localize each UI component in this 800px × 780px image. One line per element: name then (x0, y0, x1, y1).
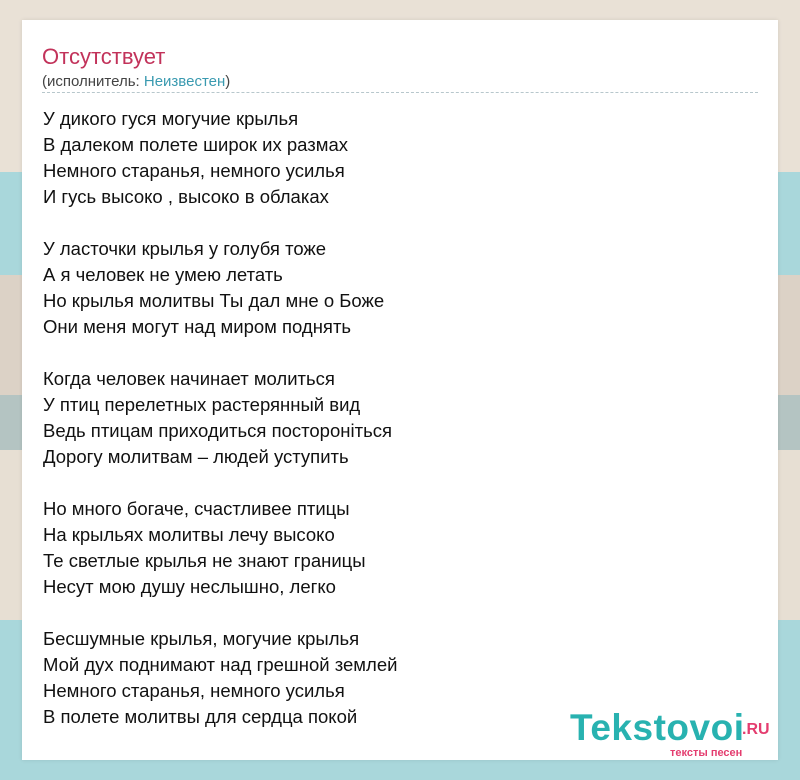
lyrics-stanza (43, 106, 743, 210)
artist-link[interactable]: Неизвестен (143, 73, 226, 90)
logo-wordmark: Tekstovoi (570, 707, 745, 748)
lyric-line: Но крылья молитвы Ты дал мне о Боже (43, 290, 385, 311)
site-logo[interactable] (570, 708, 780, 764)
lyric-line: Немного старанья, немного усилья (43, 680, 345, 701)
lyric-line: Несут мою душу неслышно, легко (43, 576, 336, 597)
lyric-line: Когда человек начинает молиться (43, 368, 335, 389)
lyric-line: На крыльях молитвы лечу высоко (43, 524, 335, 545)
lyrics-text (43, 106, 743, 756)
header-divider (42, 92, 758, 93)
lyric-line: А я человек не умею летать (43, 264, 283, 285)
lyric-line: Мой дух поднимают над грешной землей (43, 654, 398, 675)
lyrics-stanza (43, 496, 743, 600)
logo-tagline: тексты песен (670, 747, 743, 759)
lyric-line: Те светлые крылья не знают границы (43, 550, 366, 571)
lyrics-card (22, 20, 778, 760)
lyric-line: Бесшумные крылья, могучие крылья (43, 628, 360, 649)
artist-prefix: (исполнитель: (42, 73, 144, 90)
logo-domain-suffix: .RU (742, 721, 770, 738)
lyrics-stanza (43, 236, 743, 340)
lyric-line: Они меня могут над миром поднять (43, 316, 352, 337)
lyric-line: В полете молитвы для сердца покой (43, 706, 358, 727)
artist-suffix: ) (225, 73, 231, 90)
lyric-line: Ведь птицам приходиться постороніться (43, 420, 392, 441)
lyric-line: Дорогу молитвам – людей уступить (43, 446, 349, 467)
song-title: Отсутствует (42, 44, 166, 69)
lyric-line: У ласточки крылья у голубя тоже (43, 238, 327, 259)
lyric-line: Но много богаче, счастливее птицы (43, 498, 350, 519)
lyric-line: И гусь высоко , высоко в облаках (43, 186, 329, 207)
lyric-line: Немного старанья, немного усилья (43, 160, 345, 181)
lyric-line: У птиц перелетных растерянный вид (43, 394, 361, 415)
lyric-line: В далеком полете широк их размах (43, 134, 348, 155)
artist-line (42, 73, 230, 91)
lyric-line: У дикого гуся могучие крылья (43, 108, 299, 129)
lyrics-stanza (43, 366, 743, 470)
